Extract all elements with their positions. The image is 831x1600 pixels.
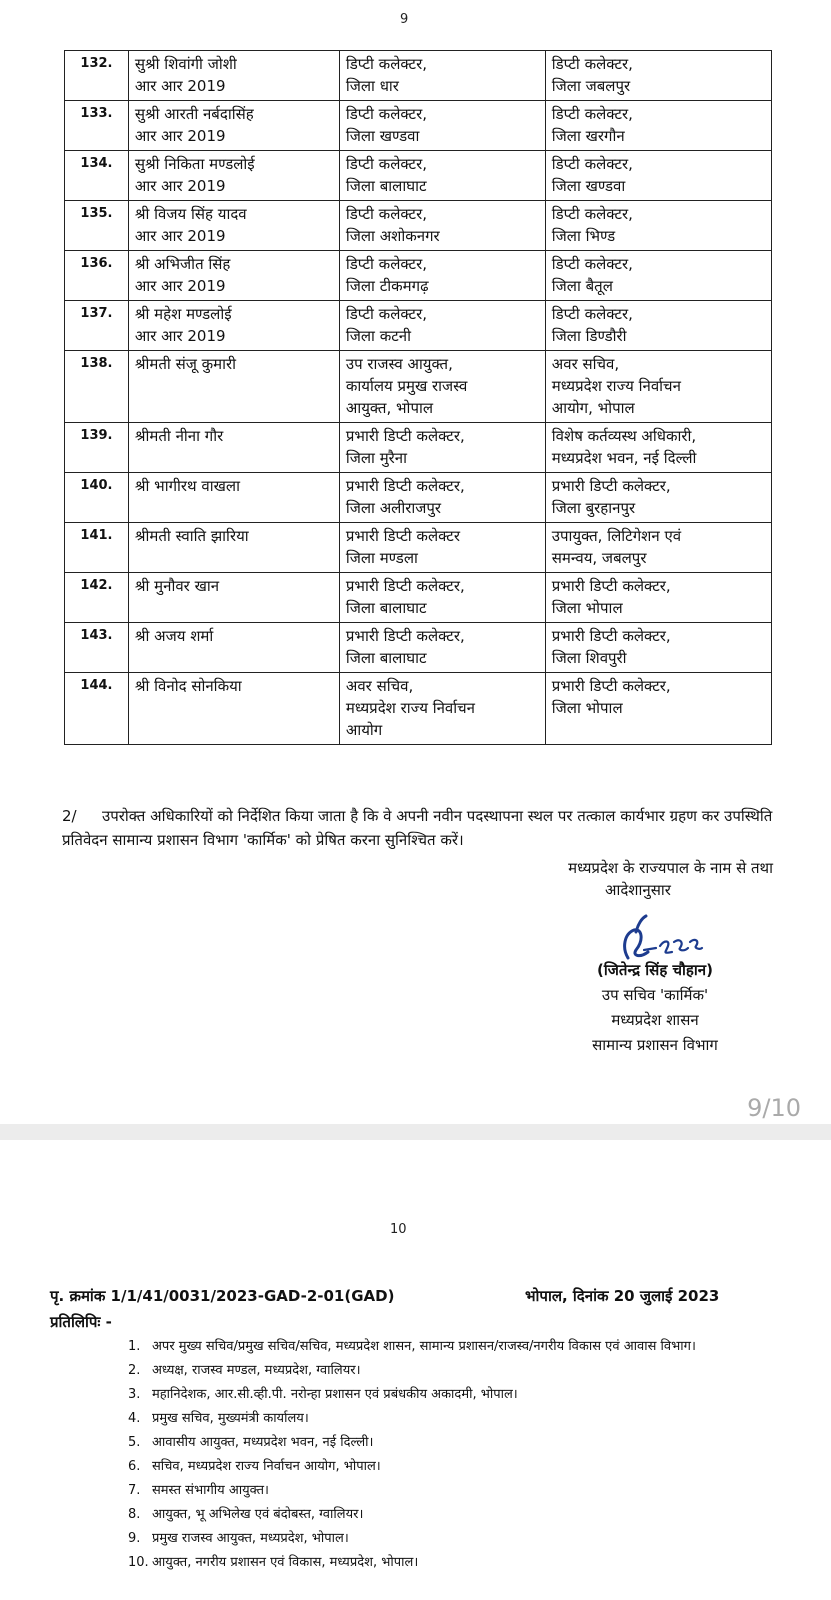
officer-name-line: आर आर 2019 (134, 177, 226, 195)
list-item-text: सचिव, मध्यप्रदेश राज्य निर्वाचन आयोग, भोपाल। (152, 1459, 381, 1474)
current-posting-line: डिप्टी कलेक्टर, (345, 205, 428, 223)
list-item-number: 5. (128, 1435, 141, 1450)
table-row (65, 251, 772, 301)
serial-number: 143. (65, 623, 129, 673)
current-posting (339, 623, 545, 673)
list-item (128, 1552, 748, 1574)
current-posting-line: जिला बालाघाट (345, 599, 427, 617)
current-posting (339, 301, 545, 351)
list-item-text: प्रमुख सचिव, मुख्यमंत्री कार्यालय। (152, 1411, 309, 1426)
page-indicator: 9/10 (747, 1094, 801, 1122)
table-row (65, 673, 772, 745)
new-posting-line: प्रभारी डिप्टी कलेक्टर, (551, 627, 671, 645)
current-posting-line: जिला मण्डला (345, 549, 418, 567)
officer-name-line: श्री अजय शर्मा (134, 627, 214, 645)
officer-name-line: श्रीमती संजू कुमारी (134, 355, 237, 373)
transfer-table (64, 50, 772, 745)
current-posting-line: जिला बालाघाट (345, 177, 427, 195)
officer-name-line: सुश्री आरती नर्बदासिंह (134, 105, 254, 123)
officer-name-line: श्री विजय सिंह यादव (134, 205, 247, 223)
new-posting (545, 673, 771, 745)
new-posting-line: उपायुक्त, लिटिगेशन एवं (551, 527, 682, 545)
serial-number: 144. (65, 673, 129, 745)
list-item-number: 1. (128, 1339, 141, 1354)
officer-name (128, 201, 339, 251)
new-posting-line: जिला जबलपुर (551, 77, 631, 95)
serial-number: 136. (65, 251, 129, 301)
officer-name (128, 523, 339, 573)
new-posting-line: जिला डिण्डौरी (551, 327, 627, 345)
new-posting-line: जिला शिवपुरी (551, 649, 627, 667)
table-row (65, 301, 772, 351)
order-line-2: आदेशानुसार (605, 881, 671, 899)
new-posting-line: जिला बुरहानपुर (551, 499, 636, 517)
instruction-paragraph (62, 804, 777, 852)
officer-name-line: श्री भागीरथ वाखला (134, 477, 240, 495)
new-posting (545, 151, 771, 201)
list-item (128, 1432, 748, 1454)
current-posting-line: जिला अलीराजपुर (345, 499, 442, 517)
paragraph-text: उपरोक्त अधिकारियों को निर्देशित किया जाता है कि वे अपनी नवीन पदस्थापना स्थल पर तत्काल कार्यभार ग्रहण कर उपस्थिति प्रतिवेदन सामान्य प्रशासन विभाग 'कार्मिक' को प्रेषित करना सुनिश्चित करें। (62, 807, 773, 849)
new-posting-line: डिप्टी कलेक्टर, (551, 255, 633, 273)
new-posting (545, 101, 771, 151)
officer-name-line: श्री मुनौवर खान (134, 577, 220, 595)
current-posting (339, 573, 545, 623)
current-posting-line: जिला टीकमगढ़ (345, 277, 429, 295)
current-posting (339, 251, 545, 301)
current-posting-line: जिला खण्डवा (345, 127, 420, 145)
list-item-number: 2. (128, 1363, 141, 1378)
list-item-text: महानिदेशक, आर.सी.व्ही.पी. नरोन्हा प्रशासन एवं प्रबंधकीय अकादमी, भोपाल। (152, 1387, 518, 1402)
serial-number: 142. (65, 573, 129, 623)
new-posting-line: प्रभारी डिप्टी कलेक्टर, (551, 477, 671, 495)
current-posting-line: प्रभारी डिप्टी कलेक्टर, (345, 577, 465, 595)
table-row (65, 573, 772, 623)
new-posting-line: जिला भोपाल (551, 599, 623, 617)
date-line: भोपाल, दिनांक 20 जुलाई 2023 (525, 1287, 720, 1305)
current-posting-line: आयोग (345, 721, 383, 739)
officer-name-line: आर आर 2019 (134, 127, 226, 145)
transfer-table-body (65, 51, 772, 745)
list-item-text: प्रमुख राजस्व आयुक्त, मध्यप्रदेश, भोपाल। (152, 1531, 349, 1546)
new-posting-line: डिप्टी कलेक्टर, (551, 305, 633, 323)
current-posting-line: प्रभारी डिप्टी कलेक्टर, (345, 477, 465, 495)
serial-number: 133. (65, 101, 129, 151)
current-posting-line: प्रभारी डिप्टी कलेक्टर, (345, 627, 465, 645)
order-line: मध्यप्रदेश के राज्यपाल के नाम से तथा (568, 859, 773, 877)
officer-name-line: आर आर 2019 (134, 227, 226, 245)
officer-name (128, 101, 339, 151)
officer-name (128, 673, 339, 745)
serial-number: 140. (65, 473, 129, 523)
new-posting-line: प्रभारी डिप्टी कलेक्टर, (551, 577, 671, 595)
new-posting-line: आयोग, भोपाल (551, 399, 635, 417)
current-posting (339, 473, 545, 523)
new-posting (545, 523, 771, 573)
list-item-number: 9. (128, 1531, 141, 1546)
current-posting-line: उप राजस्व आयुक्त, (345, 355, 453, 373)
new-posting-line: जिला भोपाल (551, 699, 623, 717)
new-posting-line: डिप्टी कलेक्टर, (551, 105, 633, 123)
new-posting-line: डिप्टी कलेक्टर, (551, 205, 633, 223)
new-posting-line: डिप्टी कलेक्टर, (551, 155, 633, 173)
officer-name-line: श्रीमती स्वाति झारिया (134, 527, 249, 545)
list-item-number: 10. (128, 1555, 149, 1570)
officer-name-line: श्री अभिजीत सिंह (134, 255, 231, 273)
new-posting (545, 423, 771, 473)
table-row (65, 423, 772, 473)
serial-number: 135. (65, 201, 129, 251)
officer-name (128, 251, 339, 301)
officer-name (128, 573, 339, 623)
serial-number: 138. (65, 351, 129, 423)
list-item-number: 6. (128, 1459, 141, 1474)
new-posting-line: मध्यप्रदेश राज्य निर्वाचन (551, 377, 681, 395)
serial-number: 134. (65, 151, 129, 201)
officer-name (128, 301, 339, 351)
new-posting-line: प्रभारी डिप्टी कलेक्टर, (551, 677, 671, 695)
officer-name-line: आर आर 2019 (134, 77, 226, 95)
list-item-number: 8. (128, 1507, 141, 1522)
officer-name-line: आर आर 2019 (134, 277, 226, 295)
signatory-department: सामान्य प्रशासन विभाग (592, 1036, 718, 1054)
table-row (65, 473, 772, 523)
current-posting (339, 51, 545, 101)
signatory-name: (जितेन्द्र सिंह चौहान) (597, 961, 713, 979)
list-item-text: अपर मुख्य सचिव/प्रमुख सचिव/सचिव, मध्यप्रदेश शासन, सामान्य प्रशासन/राजस्व/नगरीय विकास एवं आवास विभाग। (152, 1339, 696, 1354)
current-posting (339, 351, 545, 423)
current-posting-line: जिला कटनी (345, 327, 411, 345)
current-posting-line: कार्यालय प्रमुख राजस्व (345, 377, 468, 395)
current-posting-line: आयुक्त, भोपाल (345, 399, 434, 417)
table-row (65, 51, 772, 101)
officer-name-line: श्री विनोद सोनकिया (134, 677, 242, 695)
page-number-2: 10 (390, 1222, 407, 1237)
list-item (128, 1504, 748, 1526)
officer-name (128, 351, 339, 423)
list-item-number: 4. (128, 1411, 141, 1426)
officer-name-line: सुश्री निकिता मण्डलोई (134, 155, 255, 173)
serial-number: 137. (65, 301, 129, 351)
list-item-text: अध्यक्ष, राजस्व मण्डल, मध्यप्रदेश, ग्वालियर। (152, 1363, 361, 1378)
current-posting (339, 673, 545, 745)
list-item (128, 1360, 748, 1382)
list-item (128, 1408, 748, 1430)
officer-name-line: श्रीमती नीना गौर (134, 427, 224, 445)
current-posting (339, 523, 545, 573)
table-row (65, 523, 772, 573)
table-row (65, 201, 772, 251)
new-posting (545, 623, 771, 673)
current-posting-line: डिप्टी कलेक्टर, (345, 155, 428, 173)
new-posting-line: जिला बैतूल (551, 277, 613, 295)
new-posting-line: डिप्टी कलेक्टर, (551, 55, 633, 73)
signatory-designation: उप सचिव 'कार्मिक' (601, 986, 709, 1004)
current-posting-line: प्रभारी डिप्टी कलेक्टर (345, 527, 460, 545)
list-item-text: आवासीय आयुक्त, मध्यप्रदेश भवन, नई दिल्ली। (152, 1435, 374, 1450)
list-item (128, 1384, 748, 1406)
table-row (65, 623, 772, 673)
current-posting (339, 201, 545, 251)
officer-name-line: सुश्री शिवांगी जोशी (134, 55, 237, 73)
signature-block (560, 958, 750, 1058)
current-posting-line: जिला धार (345, 77, 399, 95)
list-item-text: आयुक्त, नगरीय प्रशासन एवं विकास, मध्यप्रदेश, भोपाल। (152, 1555, 419, 1570)
current-posting-line: डिप्टी कलेक्टर, (345, 255, 428, 273)
officer-name (128, 51, 339, 101)
copy-to-label: प्रतिलिपिः - (50, 1313, 112, 1331)
table-row (65, 151, 772, 201)
list-item (128, 1528, 748, 1550)
current-posting-line: डिप्टी कलेक्टर, (345, 55, 428, 73)
new-posting (545, 251, 771, 301)
page-number: 9 (400, 12, 409, 27)
new-posting (545, 473, 771, 523)
list-item-text: आयुक्त, भू अभिलेख एवं बंदोबस्त, ग्वालियर। (152, 1507, 364, 1522)
new-posting (545, 573, 771, 623)
current-posting-line: जिला अशोकनगर (345, 227, 440, 245)
serial-number: 132. (65, 51, 129, 101)
new-posting (545, 301, 771, 351)
list-item-text: समस्त संभागीय आयुक्त। (152, 1483, 269, 1498)
table-row (65, 101, 772, 151)
new-posting (545, 351, 771, 423)
current-posting (339, 423, 545, 473)
current-posting-line: जिला बालाघाट (345, 649, 427, 667)
copy-list (128, 1336, 748, 1576)
new-posting-line: समन्वय, जबलपुर (551, 549, 647, 567)
list-item (128, 1480, 748, 1502)
officer-name (128, 473, 339, 523)
officer-name (128, 623, 339, 673)
current-posting-line: डिप्टी कलेक्टर, (345, 105, 428, 123)
officer-name-line: आर आर 2019 (134, 327, 226, 345)
current-posting (339, 151, 545, 201)
new-posting (545, 201, 771, 251)
new-posting-line: जिला खण्डवा (551, 177, 626, 195)
new-posting-line: मध्यप्रदेश भवन, नई दिल्ली (551, 449, 697, 467)
list-item-number: 7. (128, 1483, 141, 1498)
page-separator (0, 1124, 831, 1140)
paragraph-number: 2/ (62, 807, 77, 825)
new-posting-line: विशेष कर्तव्यस्थ अधिकारी, (551, 427, 697, 445)
list-item (128, 1456, 748, 1478)
new-posting-line: जिला भिण्ड (551, 227, 616, 245)
list-item (128, 1336, 748, 1358)
current-posting-line: प्रभारी डिप्टी कलेक्टर, (345, 427, 465, 445)
signatory-government: मध्यप्रदेश शासन (611, 1011, 699, 1029)
officer-name-line: श्री महेश मण्डलोई (134, 305, 232, 323)
current-posting-line: जिला मुरैना (345, 449, 408, 467)
current-posting-line: अवर सचिव, (345, 677, 414, 695)
reference-number: पृ. क्रमांक 1/1/41/0031/2023-GAD-2-01(GAD) (50, 1287, 395, 1305)
current-posting (339, 101, 545, 151)
new-posting (545, 51, 771, 101)
table-row (65, 351, 772, 423)
current-posting-line: डिप्टी कलेक्टर, (345, 305, 428, 323)
officer-name (128, 151, 339, 201)
list-item-number: 3. (128, 1387, 141, 1402)
officer-name (128, 423, 339, 473)
serial-number: 139. (65, 423, 129, 473)
current-posting-line: मध्यप्रदेश राज्य निर्वाचन (345, 699, 475, 717)
serial-number: 141. (65, 523, 129, 573)
new-posting-line: जिला खरगौन (551, 127, 625, 145)
new-posting-line: अवर सचिव, (551, 355, 620, 373)
